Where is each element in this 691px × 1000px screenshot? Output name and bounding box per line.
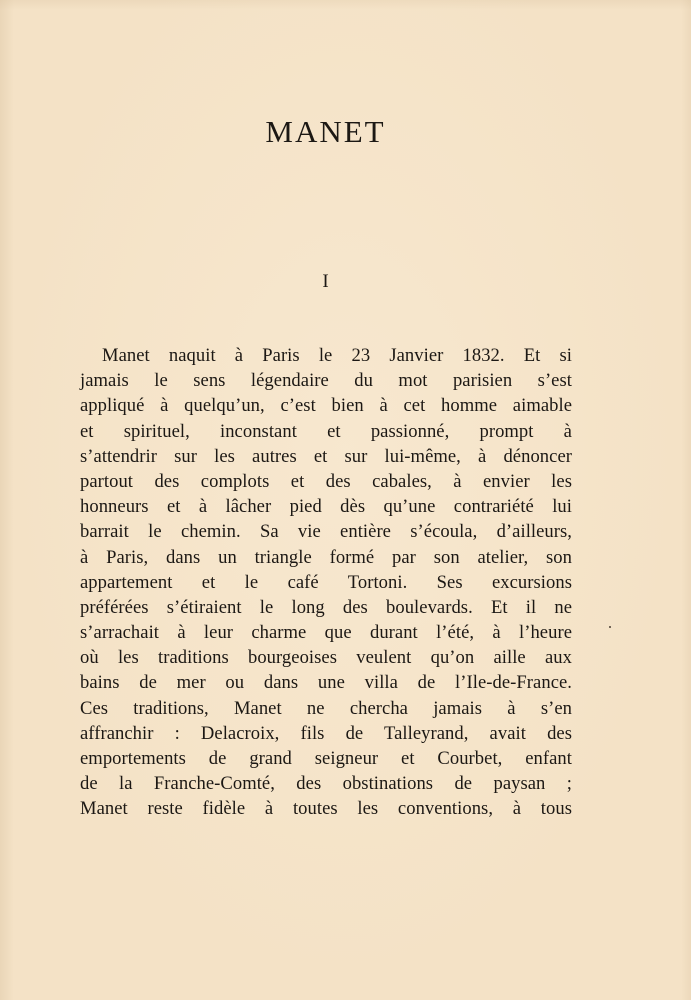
text-line: de la Franche-Comté, des obstinations de paysan ; — [80, 773, 572, 795]
chapter-numeral: I — [322, 271, 329, 292]
text-line: barrait le chemin. Sa vie entière s’écoula, d’ailleurs, — [80, 521, 572, 543]
text-line: Manet naquit à Paris le 23 Janvier 1832. Et si — [102, 345, 572, 366]
text-line: honneurs et à lâcher pied dès qu’une contrariété lui — [80, 496, 572, 518]
text-line: bains de mer ou dans une villa de l’Ile-de-France. — [80, 672, 572, 694]
text-line: à Paris, dans un triangle formé par son atelier, son — [80, 546, 572, 568]
text-line: Manet reste fidèle à toutes les conventions, à tous — [80, 798, 572, 820]
text-line: jamais le sens légendaire du mot parisien s’est — [80, 370, 572, 392]
text-line: préférées s’étiraient le long des boulevards. Et il ne — [80, 596, 572, 618]
text-line: affranchir : Delacroix, fils de Talleyrand, avait des — [80, 722, 572, 744]
page-title: MANET — [265, 114, 386, 149]
text-line: appliqué à quelqu’un, c’est bien à cet homme aimable — [80, 395, 572, 417]
text-line: et spirituel, inconstant et passionné, prompt à — [80, 420, 572, 442]
body-paragraph — [80, 343, 572, 822]
text-line: emportements de grand seigneur et Courbet, enfant — [80, 748, 572, 769]
text-line: où les traditions bourgeoises veulent qu’on aille aux — [80, 647, 572, 669]
text-line: s’arrachait à leur charme que durant l’été, à l’heure — [80, 622, 572, 644]
text-line: appartement et le café Tortoni. Ses excursions — [80, 571, 572, 593]
text-line: s’attendrir sur les autres et sur lui-même, à dénoncer — [80, 445, 572, 467]
paper-speck — [609, 626, 611, 628]
text-line: partout des complots et des cabales, à envier les — [80, 470, 572, 492]
text-line: Ces traditions, Manet ne chercha jamais à s’en — [80, 697, 572, 719]
